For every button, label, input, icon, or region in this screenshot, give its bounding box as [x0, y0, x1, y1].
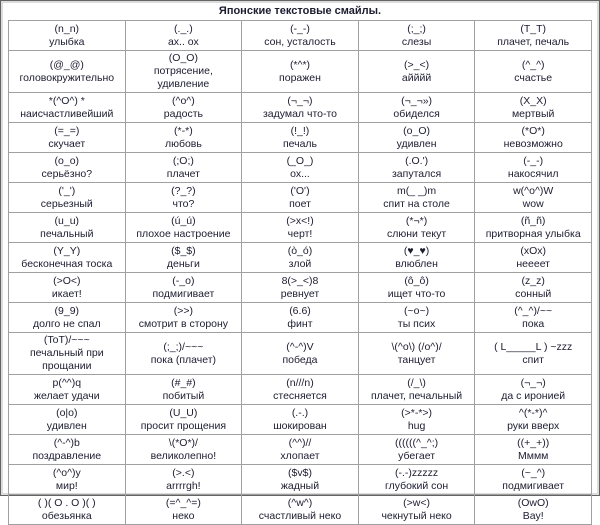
- smiley-meaning: слезы: [401, 35, 432, 48]
- smiley-cell: [9, 183, 126, 213]
- smiley-meaning: мир!: [55, 479, 78, 492]
- smiley-meaning: пока (плачет): [150, 353, 217, 366]
- smiley-emoticon: (¬_¬): [287, 94, 313, 107]
- smiley-emoticon: (=^_^=): [165, 496, 201, 509]
- smiley-emoticon: (OwO): [517, 496, 549, 509]
- smiley-cell: [358, 465, 475, 495]
- table-row: [9, 51, 592, 93]
- smiley-cell: [475, 243, 592, 273]
- smiley-emoticon: (*^*): [289, 58, 311, 71]
- smiley-meaning: мертвый: [511, 107, 555, 120]
- smiley-cell: [9, 405, 126, 435]
- smiley-meaning: серьезный: [40, 197, 93, 210]
- smiley-emoticon: (^o^)y: [52, 466, 81, 479]
- smiley-meaning: arrrrgh!: [166, 479, 201, 492]
- smiley-emoticon: ( L_____L ) ~zzz: [494, 340, 573, 353]
- smiley-meaning: сон, усталость: [264, 35, 336, 48]
- smiley-cell: [9, 375, 126, 405]
- smiley-meaning: ищет что-то: [387, 287, 446, 300]
- smiley-meaning: пока: [522, 317, 545, 330]
- smiley-cell: [125, 153, 242, 183]
- smiley-cell: [9, 243, 126, 273]
- smiley-emoticon: (z_z): [521, 274, 545, 287]
- smiley-meaning: черт!: [287, 227, 313, 240]
- smiley-cell: [125, 243, 242, 273]
- smiley-cell: [125, 123, 242, 153]
- smiley-cell: [358, 183, 475, 213]
- smiley-emoticon: (~o~): [404, 304, 430, 317]
- smiley-cell: [9, 465, 126, 495]
- smiley-cell: [9, 21, 126, 51]
- smiley-cell: [242, 243, 359, 273]
- smiley-cell: [358, 243, 475, 273]
- smiley-emoticon: (-_-): [523, 154, 544, 167]
- smiley-emoticon: (~_^): [521, 466, 546, 479]
- smiley-meaning: поздравление: [32, 449, 102, 462]
- smiley-emoticon: (O_O): [168, 52, 198, 64]
- smiley-cell: [358, 405, 475, 435]
- smiley-emoticon: (^^)//: [288, 436, 312, 449]
- smiley-meaning: накосячил: [507, 167, 559, 180]
- smiley-meaning: ты псих: [397, 317, 436, 330]
- smiley-cell: [358, 21, 475, 51]
- smiley-meaning: руки вверх: [507, 419, 560, 432]
- smiley-emoticon: ( )( O . O )( ): [37, 496, 96, 509]
- smiley-meaning: wow: [522, 197, 544, 210]
- smiley-emoticon: (^_^)/~~: [514, 304, 553, 317]
- smiley-cell: [358, 333, 475, 375]
- table-row: [9, 465, 592, 495]
- smiley-table-body: [9, 21, 592, 525]
- smiley-meaning: скучает: [48, 137, 86, 150]
- smiley-cell: [475, 405, 592, 435]
- smiley-cell: [242, 333, 359, 375]
- smiley-cell: [475, 333, 592, 375]
- smiley-emoticon: (6.6): [289, 304, 311, 317]
- smiley-emoticon: (@_@): [49, 58, 84, 71]
- smiley-meaning: счастливый неко: [258, 509, 342, 522]
- smiley-emoticon: (.-.): [291, 406, 309, 419]
- smiley-emoticon: (o_O): [403, 124, 430, 137]
- smiley-meaning: удивлен: [46, 419, 87, 432]
- smiley-meaning: убегает: [398, 449, 435, 462]
- smiley-meaning: неееет: [516, 257, 550, 270]
- smiley-emoticon: w(^o^)W: [513, 184, 554, 197]
- smiley-meaning: спит: [522, 353, 544, 366]
- smiley-emoticon: (^o^): [172, 94, 195, 107]
- smiley-emoticon: (;_;)/~~~: [163, 340, 204, 353]
- smiley-emoticon: (/_\): [407, 376, 426, 389]
- smiley-emoticon: (;O;): [172, 154, 194, 167]
- table-row: [9, 123, 592, 153]
- smiley-emoticon: (>x<!): [286, 214, 314, 227]
- smiley-cell: [358, 435, 475, 465]
- smiley-cell: [242, 465, 359, 495]
- smiley-meaning: побитый: [162, 389, 205, 402]
- smiley-emoticon: (>w<): [403, 496, 430, 509]
- smiley-cell: [125, 273, 242, 303]
- smiley-emoticon: (>>): [173, 304, 194, 317]
- smiley-emoticon: (^w^): [287, 496, 313, 509]
- smiley-meaning: поражен: [279, 71, 321, 84]
- smiley-meaning: ох...: [290, 167, 310, 180]
- smiley-emoticon: (?_?): [171, 184, 196, 197]
- smiley-cell: [358, 495, 475, 525]
- smiley-cell: [242, 153, 359, 183]
- page-title: Японские текстовые смайлы.: [218, 5, 382, 17]
- smiley-cell: [358, 51, 475, 93]
- smiley-meaning: ах.. ох: [167, 35, 199, 48]
- smiley-cell: [475, 273, 592, 303]
- smiley-emoticon: (._.): [174, 22, 193, 35]
- smiley-cell: [475, 495, 592, 525]
- smiley-cell: [475, 123, 592, 153]
- smiley-meaning: да с иронией: [501, 389, 566, 402]
- smiley-meaning: обиделся: [393, 107, 440, 120]
- smiley-cell: [9, 153, 126, 183]
- smiley-meaning: счастье: [514, 71, 553, 84]
- smiley-meaning: танцует: [397, 353, 436, 366]
- smiley-meaning: победа: [282, 353, 318, 366]
- table-row: [9, 93, 592, 123]
- smiley-emoticon: (^-^)V: [286, 340, 314, 353]
- smiley-emoticon: (n///n): [286, 376, 314, 389]
- smiley-cell: [125, 93, 242, 123]
- smiley-meaning: икает!: [51, 287, 82, 300]
- smiley-cell: [125, 435, 242, 465]
- smiley-cell: [242, 51, 359, 93]
- smiley-emoticon: (o|o): [56, 406, 78, 419]
- smiley-emoticon: ((+_+)): [517, 436, 550, 449]
- smiley-emoticon: (9_9): [54, 304, 80, 317]
- smiley-cell: [125, 303, 242, 333]
- smiley-meaning: смотрит в сторону: [138, 317, 229, 330]
- smiley-emoticon: (>*-*>): [401, 406, 433, 419]
- smiley-meaning: спит на столе: [383, 197, 450, 210]
- smiley-emoticon: p(^^)q: [52, 376, 82, 389]
- smiley-cell: [9, 123, 126, 153]
- smiley-emoticon: (;_;): [407, 22, 426, 35]
- smiley-emoticon: 8(>_<)8: [281, 274, 319, 287]
- smiley-meaning: невозможно: [503, 137, 563, 150]
- smiley-cell: [125, 405, 242, 435]
- smiley-cell: [242, 123, 359, 153]
- smiley-cell: [242, 375, 359, 405]
- smiley-meaning: hug: [407, 419, 426, 432]
- smiley-cell: [125, 21, 242, 51]
- smiley-table: [8, 20, 592, 525]
- smiley-cell: [242, 435, 359, 465]
- smiley-emoticon: (ToT)/~~~: [43, 334, 90, 346]
- smiley-meaning: улыбка: [49, 35, 85, 48]
- table-row: [9, 21, 592, 51]
- table-row: [9, 405, 592, 435]
- smiley-cell: [125, 375, 242, 405]
- smiley-emoticon: \(*O*)/: [168, 436, 198, 449]
- smiley-emoticon: (T_T): [520, 22, 547, 35]
- smiley-cell: [358, 273, 475, 303]
- smiley-meaning: влюблен: [395, 257, 438, 270]
- smiley-emoticon: (-.-)zzzzz: [395, 466, 439, 479]
- smiley-emoticon: (U_U): [169, 406, 198, 419]
- smiley-meaning: сонный: [515, 287, 552, 300]
- smiley-meaning: поет: [289, 197, 311, 210]
- table-row: [9, 153, 592, 183]
- smiley-meaning: злой: [288, 257, 312, 270]
- smiley-cell: [242, 303, 359, 333]
- table-row: [9, 303, 592, 333]
- smiley-emoticon: (¬_¬»): [401, 94, 433, 107]
- smiley-meaning: головокружительно: [19, 71, 115, 84]
- smiley-meaning: жадный: [280, 479, 320, 492]
- smiley-emoticon: (-_o): [172, 274, 195, 287]
- smiley-emoticon: (*-*): [174, 124, 193, 137]
- smiley-meaning: деньги: [166, 257, 200, 270]
- smiley-meaning: плачет, печаль: [497, 35, 570, 48]
- smiley-emoticon: (ò_ó): [287, 244, 313, 257]
- smiley-cell: [358, 213, 475, 243]
- smiley-emoticon: \(^o\) (/o^)/: [391, 340, 442, 353]
- smiley-meaning: что?: [172, 197, 195, 210]
- smiley-cell: [9, 333, 126, 375]
- smiley-cell: [475, 465, 592, 495]
- smiley-cell: [9, 435, 126, 465]
- smiley-meaning: радость: [163, 107, 203, 120]
- smiley-emoticon: (ñ_ñ): [520, 214, 546, 227]
- smiley-emoticon: (^-^)b: [53, 436, 80, 449]
- smiley-emoticon: (#_#): [171, 376, 196, 389]
- smiley-cell: [9, 495, 126, 525]
- smiley-meaning: стесняется: [273, 389, 327, 402]
- smiley-meaning: ревнует: [280, 287, 320, 300]
- smiley-meaning: задумал что-то: [262, 107, 337, 120]
- smiley-emoticon: m(_ _)m: [397, 184, 437, 197]
- smiley-meaning: потрясение, удивление: [153, 65, 213, 90]
- table-row: [9, 213, 592, 243]
- smiley-emoticon: (ú_ú): [171, 214, 196, 227]
- smiley-cell: [242, 405, 359, 435]
- smiley-cell: [242, 273, 359, 303]
- smiley-emoticon: (xOx): [520, 244, 547, 257]
- smiley-emoticon: ('O'): [290, 184, 310, 197]
- smiley-meaning: айййй: [401, 71, 432, 84]
- smiley-emoticon: (^_^): [521, 58, 545, 71]
- smiley-emoticon: (ô_ô): [404, 274, 429, 287]
- smiley-cell: [9, 303, 126, 333]
- smiley-meaning: любовь: [164, 137, 202, 150]
- smiley-emoticon: (Y_Y): [53, 244, 81, 257]
- smiley-meaning: плачет: [166, 167, 200, 180]
- smiley-cell: [242, 213, 359, 243]
- smiley-emoticon: (>.<): [172, 466, 195, 479]
- smiley-cell: [9, 51, 126, 93]
- smiley-cell: [475, 51, 592, 93]
- smiley-cell: [475, 375, 592, 405]
- smiley-cell: [125, 213, 242, 243]
- smiley-meaning: шокирован: [273, 419, 327, 432]
- table-row: [9, 273, 592, 303]
- smiley-cell: [9, 93, 126, 123]
- smiley-emoticon: ((((((^_^;): [395, 436, 439, 449]
- smiley-emoticon: (!_!): [290, 124, 310, 137]
- smiley-meaning: подмигивает: [152, 287, 215, 300]
- smiley-meaning: запутался: [391, 167, 442, 180]
- smiley-cell: [475, 93, 592, 123]
- smiley-cell: [358, 375, 475, 405]
- smiley-meaning: печальный при прощании: [29, 347, 104, 372]
- smiley-cell: [358, 303, 475, 333]
- smiley-emoticon: (.O.'): [405, 154, 429, 167]
- smiley-meaning: Вау!: [522, 509, 544, 522]
- smiley-emoticon: (n_n): [54, 22, 80, 35]
- smiley-meaning: обезьянка: [41, 509, 92, 522]
- smiley-cell: [125, 495, 242, 525]
- smiley-cell: [125, 51, 242, 93]
- smiley-emoticon: (u_u): [54, 214, 80, 227]
- smiley-meaning: подмигивает: [502, 479, 565, 492]
- smiley-cell: [358, 153, 475, 183]
- smiley-meaning: притворная улыбка: [485, 227, 581, 240]
- smiley-emoticon: (X_X): [519, 94, 547, 107]
- smiley-cell: [475, 303, 592, 333]
- table-row: [9, 333, 592, 375]
- smiley-emoticon: *(^O^) *: [48, 94, 85, 107]
- smiley-emoticon: (o_o): [54, 154, 80, 167]
- smiley-meaning: плохое настроение: [136, 227, 231, 240]
- smiley-cell: [125, 333, 242, 375]
- smiley-emoticon: (=_=): [54, 124, 80, 137]
- smiley-meaning: неко: [172, 509, 195, 522]
- smiley-meaning: глубокий сон: [384, 479, 449, 492]
- smiley-emoticon: (*¬*): [405, 214, 428, 227]
- smiley-cell: [475, 435, 592, 465]
- smiley-cell: [475, 183, 592, 213]
- smiley-emoticon: ('_'): [58, 184, 76, 197]
- smiley-meaning: долго не спал: [32, 317, 101, 330]
- smiley-cell: [125, 183, 242, 213]
- smiley-emoticon: (>O<): [53, 274, 81, 287]
- smiley-cell: [9, 213, 126, 243]
- smiley-meaning: наисчастливейший: [20, 107, 114, 120]
- smiley-meaning: Мммм: [517, 449, 549, 462]
- smiley-emoticon: (♥_♥): [403, 244, 430, 257]
- smiley-meaning: печаль: [282, 137, 318, 150]
- smiley-meaning: просит прощения: [140, 419, 227, 432]
- smiley-cell: [475, 153, 592, 183]
- smiley-meaning: финт: [287, 317, 313, 330]
- smiley-cell: [475, 213, 592, 243]
- smiley-emoticon: (¬_¬): [520, 376, 546, 389]
- smiley-emoticon: (*O*): [521, 124, 545, 137]
- smiley-meaning: печальный: [40, 227, 94, 240]
- smiley-meaning: удивлен: [396, 137, 437, 150]
- smiley-emoticon: (_O_): [286, 154, 314, 167]
- smiley-meaning: великолепно!: [150, 449, 217, 462]
- smiley-emoticon: ($v$): [288, 466, 312, 479]
- table-row: [9, 375, 592, 405]
- smiley-meaning: чекнутый неко: [381, 509, 452, 522]
- smiley-emoticon: (-_-): [290, 22, 310, 35]
- table-row: [9, 243, 592, 273]
- smiley-emoticon: ^(*-*)^: [518, 406, 548, 419]
- smiley-cell: [475, 21, 592, 51]
- smiley-cell: [242, 495, 359, 525]
- smiley-meaning: слюни текут: [387, 227, 447, 240]
- smiley-cell: [358, 93, 475, 123]
- table-row: [9, 183, 592, 213]
- smiley-cell: [242, 183, 359, 213]
- smiley-meaning: плачет, печальный: [370, 389, 463, 402]
- smiley-cell: [358, 123, 475, 153]
- smiley-cell: [125, 465, 242, 495]
- smiley-meaning: желает удачи: [33, 389, 100, 402]
- smiley-cell: [9, 273, 126, 303]
- smiley-cell: [242, 93, 359, 123]
- smiley-emoticon: (>_<): [404, 58, 430, 71]
- table-row: [9, 495, 592, 525]
- smiley-meaning: бесконечная тоска: [21, 257, 113, 270]
- smiley-meaning: хлопает: [280, 449, 320, 462]
- smiley-emoticon: ($_$): [171, 244, 196, 257]
- smiley-meaning: серьёзно?: [41, 167, 93, 180]
- smiley-cell: [242, 21, 359, 51]
- table-row: [9, 435, 592, 465]
